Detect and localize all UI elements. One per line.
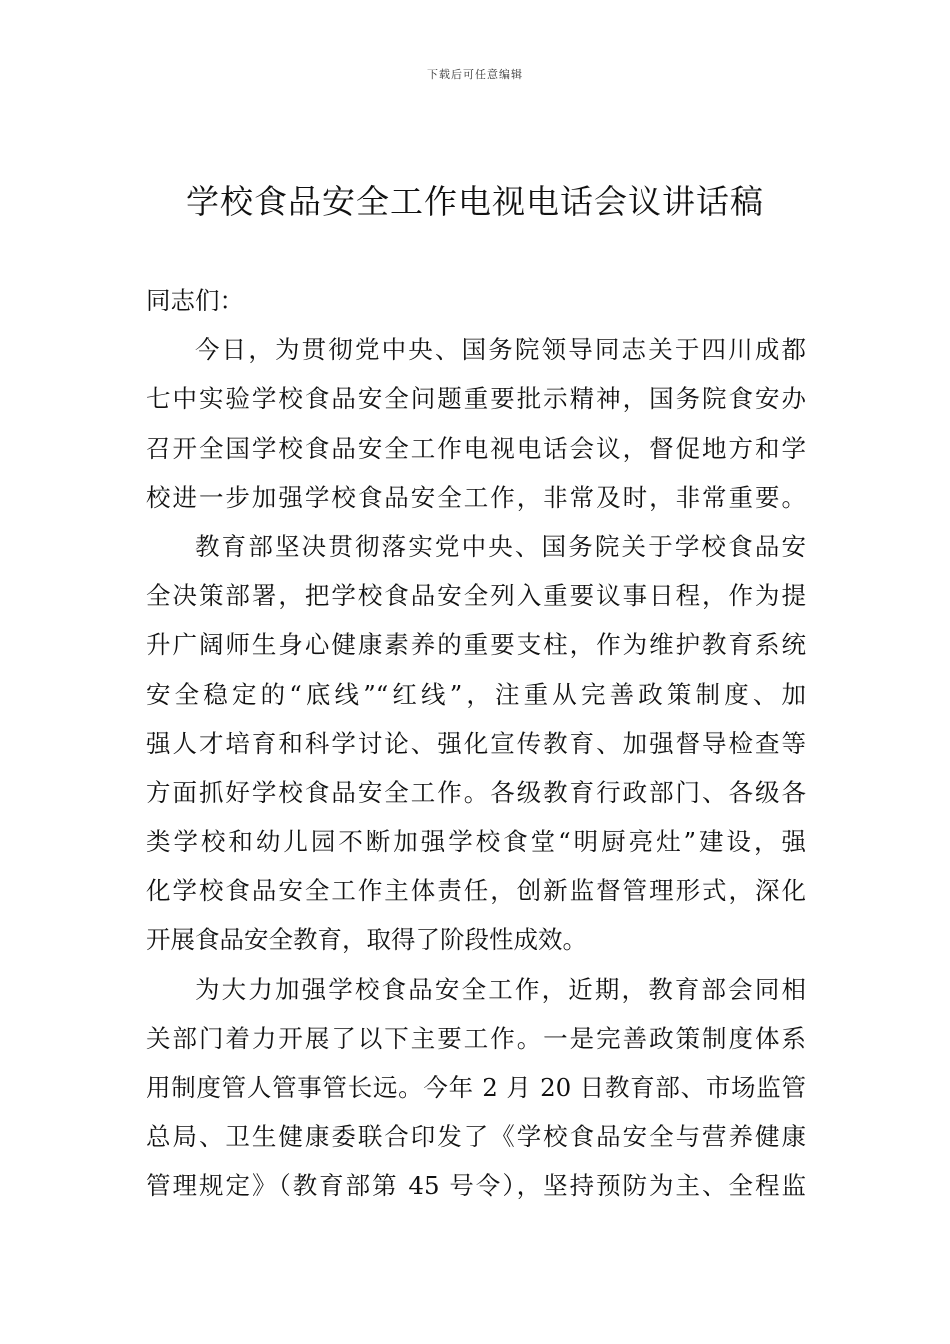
body-line: 七中实验学校食品安全问题重要批示精神，国务院食安办 [146,384,806,414]
body-line: 总局、卫生健康委联合印发了《学校食品安全与营养健康 [146,1122,806,1152]
body-line: 校进一步加强学校食品安全工作，非常及时，非常重要。 [146,482,806,512]
body-line: 为大力加强学校食品安全工作，近期，教育部会同相 [195,974,806,1004]
body-line: 今日，为贯彻党中央、国务院领导同志关于四川成都 [195,335,806,365]
body-line: 开展食品安全教育，取得了阶段性成效。 [146,925,587,955]
body-line: 用制度管人管事管长远。今年 2 月 20 日教育部、市场监管 [146,1073,806,1102]
body-line: 强人才培育和科学讨论、强化宣传教育、加强督导检查等 [146,728,806,758]
document-body [146,276,806,1211]
body-line: 召开全国学校食品安全工作电视电话会议，督促地方和学 [146,433,806,463]
salutation-line: 同志们： [146,286,244,315]
body-line: 升广阔师生身心健康素养的重要支柱，作为维护教育系统 [146,630,806,660]
body-line: 管理规定》（教育部第 45 号令），坚持预防为主、全程监 [146,1171,806,1201]
body-line: 方面抓好学校食品安全工作。各级教育行政部门、各级各 [146,777,806,807]
body-line: 化学校食品安全工作主体责任，创新监督管理形式，深化 [146,876,806,906]
body-line: 全决策部署，把学校食品安全列入重要议事日程，作为提 [146,581,806,611]
document-title: 学校食品安全工作电视电话会议讲话稿 [186,182,764,221]
body-line: 关部门着力开展了以下主要工作。一是完善政策制度体系 [146,1023,806,1053]
body-line: 类学校和幼儿园不断加强学校食堂“明厨亮灶”建设，强 [146,827,806,857]
body-line: 安全稳定的“底线”“红线”，注重从完善政策制度、加 [146,679,806,709]
body-line: 教育部坚决贯彻落实党中央、国务院关于学校食品安 [195,531,806,561]
page-header-note: 下载后可任意编辑 [427,68,523,81]
